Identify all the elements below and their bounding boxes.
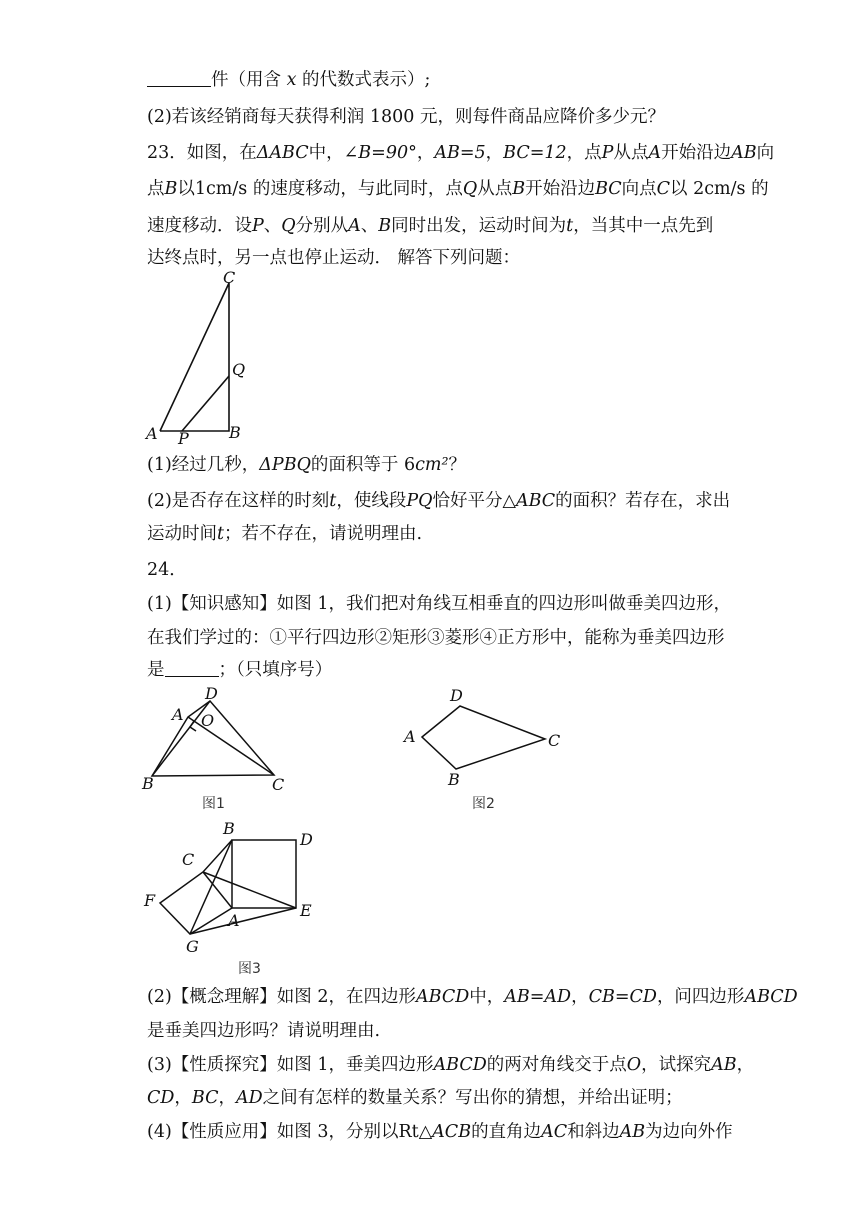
t: 的两对角线交于点	[486, 1055, 627, 1075]
math: ABCD	[416, 987, 470, 1007]
math: O	[626, 1055, 642, 1075]
math: A	[348, 216, 361, 236]
t: ，	[218, 1088, 236, 1108]
math: B	[512, 179, 526, 199]
label-a: A	[404, 727, 416, 746]
math: AB	[711, 1055, 737, 1075]
label-d: D	[450, 686, 463, 705]
q24-p1-line1: (1)【知识感知】如图 1，我们把对角线互相垂直的四边形叫做垂美四边形，	[147, 594, 731, 614]
t: ，	[416, 143, 435, 163]
label-c: C	[182, 850, 195, 869]
math: P	[601, 143, 614, 163]
label-a: A	[146, 424, 158, 443]
q22-line1	[147, 68, 430, 92]
t: ，使线段	[336, 491, 407, 511]
label-g: G	[186, 937, 199, 956]
label-f: F	[144, 891, 156, 910]
math: A	[648, 143, 662, 163]
t: 恰好平分△	[432, 491, 516, 511]
t: (2)是否存在这样的时刻	[147, 491, 330, 511]
t: 开始沿边	[661, 143, 732, 163]
t: ，点	[566, 143, 602, 163]
math: t	[566, 216, 574, 236]
square-on-ab	[232, 840, 296, 908]
t: ，	[571, 987, 589, 1007]
t: 中，	[469, 987, 505, 1007]
q22-var: x	[286, 70, 297, 90]
math: PQ	[406, 491, 433, 511]
t: 以 2cm/s 的	[670, 179, 769, 199]
label-c: C	[272, 775, 285, 794]
math: CD	[147, 1088, 175, 1108]
q23-line1	[147, 141, 774, 165]
q23-part2-line1	[147, 489, 730, 513]
t: ，试探究	[641, 1055, 712, 1075]
label-b: B	[448, 770, 460, 789]
t: 、	[263, 216, 282, 236]
math: Q	[281, 216, 296, 236]
q24-p3-line1	[147, 1053, 754, 1077]
q23-line2	[147, 177, 769, 201]
q23-line3	[147, 214, 713, 238]
t: 为边向外作	[645, 1122, 733, 1142]
math: ΔPBQ	[259, 455, 311, 475]
t: 是	[147, 660, 165, 680]
math: AB	[619, 1122, 646, 1142]
fig1	[140, 684, 300, 812]
q24-p1-line2: 在我们学过的：①平行四边形②矩形③菱形④正方形中，能称为垂美四边形	[147, 628, 725, 648]
label-e: E	[300, 901, 312, 920]
math: P	[252, 216, 264, 236]
math: ACB	[432, 1122, 472, 1142]
segment-pq	[182, 376, 229, 431]
t: ，	[736, 1055, 755, 1075]
label-b: B	[223, 819, 235, 838]
segment-ge	[190, 908, 296, 934]
math: ABCD	[433, 1055, 487, 1075]
q22-part2: (2)若该经销商每天获得利润 1800 元，则每件商品应降价多少元？	[147, 107, 665, 127]
t: 点	[147, 179, 165, 199]
fig3	[140, 818, 330, 982]
t: 、	[360, 216, 379, 236]
t: ，问四边形	[656, 987, 745, 1007]
math: BC	[191, 1088, 219, 1108]
math: B	[378, 216, 392, 236]
t: 运动时间	[147, 524, 217, 544]
t: 分别从	[295, 216, 349, 236]
math: AB=5	[434, 143, 486, 163]
q22-text: 件（用含	[211, 70, 281, 90]
answer-blank	[165, 658, 219, 677]
t: 中，	[308, 143, 344, 163]
t: 23．如图，在	[147, 143, 257, 163]
label-d: D	[205, 684, 218, 703]
triangle-abc	[160, 283, 229, 431]
math: AB=AD	[504, 987, 572, 1007]
q22-text-tail: 的代数式表示）;	[302, 70, 431, 90]
t: (4)【性质应用】如图 3，分别以	[147, 1122, 399, 1142]
fig2	[400, 684, 580, 812]
math: ABC	[515, 491, 556, 511]
t: 向点	[621, 179, 657, 199]
math: Q	[462, 179, 478, 199]
label-p: P	[178, 429, 189, 448]
q24-p1-line3	[147, 658, 332, 682]
math: t	[217, 524, 225, 544]
q24-p2-line1	[147, 985, 798, 1009]
t: 和斜边	[567, 1122, 620, 1142]
label-b: B	[142, 774, 154, 793]
t: (3)【性质探究】如图 1，垂美四边形	[147, 1055, 434, 1075]
t: ？	[448, 455, 467, 475]
math: AC	[541, 1122, 568, 1142]
label-a: A	[228, 911, 240, 930]
t: ，	[174, 1088, 192, 1108]
t: ，	[485, 143, 504, 163]
math: C	[656, 179, 671, 199]
math: CB=CD	[588, 987, 657, 1007]
quad-abcd	[422, 706, 545, 769]
t: 从点	[613, 143, 649, 163]
t: 速度移动．设	[147, 216, 252, 236]
answer-blank	[147, 68, 211, 87]
math: BC	[595, 179, 622, 199]
label-o: O	[201, 711, 215, 730]
q23-part2-line2	[147, 522, 422, 546]
t: 的面积等于 6	[310, 455, 416, 475]
math: cm²	[415, 455, 449, 475]
t: 开始沿边	[525, 179, 596, 199]
label-b: B	[229, 423, 241, 442]
t: ；（只填序号）	[218, 660, 333, 680]
math: AD	[236, 1088, 263, 1108]
segment-bg	[190, 840, 232, 934]
fig3-caption: 图3	[238, 961, 261, 977]
math: B	[164, 179, 178, 199]
label-c: C	[548, 731, 561, 750]
t: 向	[756, 143, 775, 163]
t: ；若不存在，请说明理由.	[224, 524, 423, 544]
q24-number: 24．	[147, 560, 187, 580]
t: (2)【概念理解】如图 2，在四边形	[147, 987, 416, 1007]
math: AB	[731, 143, 757, 163]
math: BC=12	[503, 143, 567, 163]
t: Rt△	[398, 1122, 433, 1142]
label-q: Q	[232, 360, 246, 379]
t: 以1cm/s 的速度移动，与此同时，点	[177, 179, 463, 199]
math: ABCD	[744, 987, 798, 1007]
math: t	[329, 491, 337, 511]
fig1-caption: 图1	[202, 796, 225, 812]
q23-part1	[147, 453, 466, 477]
t: 从点	[477, 179, 513, 199]
t: ，当其中一点先到	[573, 216, 714, 236]
q23-figure	[140, 268, 260, 448]
fig2-caption: 图2	[472, 796, 495, 812]
t: 的面积？若存在，求出	[555, 491, 731, 511]
label-d: D	[300, 830, 313, 849]
t: 同时出发，运动时间为	[391, 216, 567, 236]
q23-line4: 达终点时，另一点也停止运动． 解答下列问题：	[147, 248, 521, 268]
t: 的直角边	[471, 1122, 542, 1142]
t: 之间有怎样的数量关系？写出你的猜想，并给出证明；	[262, 1088, 683, 1108]
label-c: C	[223, 268, 236, 287]
math: ∠B=90°	[343, 143, 417, 163]
t: (1)经过几秒，	[147, 455, 260, 475]
q24-p2-line2: 是垂美四边形吗？请说明理由.	[147, 1021, 381, 1041]
q24-p4-line1	[147, 1120, 733, 1144]
math: ΔABC	[256, 143, 309, 163]
q24-p3-line2	[147, 1086, 683, 1110]
label-a: A	[172, 705, 184, 724]
